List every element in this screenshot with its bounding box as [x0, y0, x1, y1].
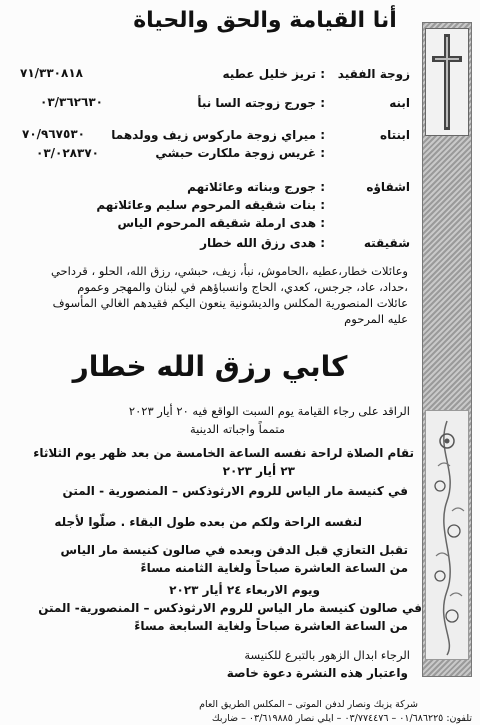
son-label: ابنه	[389, 96, 410, 110]
brother1-value: : جورج وبناته وعائلاتهم	[187, 180, 325, 194]
prayer-line3: في كنيسة مار الياس للروم الارثوذكس – المنصورية - المتن	[62, 484, 408, 498]
prayer-line1: تقام الصلاة لراحة نفسه الساعة الخامسة من بعد ظهر يوم الثلاثاء	[33, 446, 414, 460]
page-title: أنا القيامة والحق والحياة	[133, 8, 397, 33]
sister-value: : هدى رزق الله خطار	[200, 236, 325, 250]
condolences-line2: من الساعة العاشرة صباحاً ولغاية الثامنه مساءً	[140, 561, 408, 575]
condolences-line1: تقبل التعازي قبل الدفن وبعده في صالون كنيسة مار الياس	[60, 543, 408, 557]
condolences-line4: في صالون كنيسة مار الياس للروم الارثوذكس – المنصورية- المتن	[38, 601, 422, 615]
closing-line2: واعتبار هذه النشرة دعوة خاصة	[226, 666, 408, 680]
closing-line1: الرجاء ابدال الزهور بالتبرع للكنيسة	[244, 648, 410, 662]
brothers-label: اشقاؤه	[366, 180, 410, 194]
daughter2-value: : غريس زوجة ملكارت حبشي	[155, 146, 325, 160]
condolences-line5: من الساعة العاشرة صباحاً ولغاية السابعة مساءً	[134, 619, 408, 633]
footer-line1: شركة يزبك ونصار لدفن الموتى – المكلس الطريق العام	[199, 699, 418, 710]
daughters-label: ابنتاه	[379, 128, 410, 142]
daughter2-phone: ٠٣/٠٢٨٣٧٠	[36, 146, 99, 160]
condolences-line3: ويوم الاربعاء ٢٤ أيار ٢٠٢٣	[169, 583, 320, 597]
death-notice-line1: الراقد على رجاء القيامة يوم السبت الواقع فيه ٢٠ أيار ٢٠٢٣	[128, 404, 410, 418]
daughter1-phone: ٧٠/٩٦٧٥٣٠	[22, 127, 85, 141]
son-phone: ٠٣/٣٦٢٦٣٠	[40, 95, 103, 109]
death-notice-line2: متمماً واجباته الدينية	[190, 422, 285, 436]
blessing-text: لنفسه الراحة ولكم من بعده طول البقاء . صلّوا لأجله	[54, 515, 362, 529]
prayer-line2: ٢٣ أيار ٢٠٢٣	[222, 464, 295, 478]
wife-value: : تريز خليل عطيه	[222, 67, 325, 81]
sister-label: شقيقته	[363, 236, 410, 250]
cross-icon	[425, 28, 469, 136]
wife-phone: ٧١/٣٣٠٨١٨	[20, 66, 83, 80]
families-paragraph: وعائلات خطار،عطيه ،الحاموش، نبأ، زيف، حبشي، رزق الله، الحلو ، قرداحي ،حداد، عاد، جرجس، كعدي، الحاج وانسباؤهم في لبنان والمهجر وعموم عائلات المنصورية المكلس والديشونية ينعون اليكم فقيدهم الغالي المأسوف عليه المرحوم	[50, 264, 408, 326]
deceased-name: كابي رزق الله خطار	[72, 350, 348, 383]
brother3-value: : هدى ارملة شقيقه المرحوم الياس	[117, 216, 325, 230]
son-value: : جورج زوجته السا نبأ	[197, 96, 325, 110]
footer-line2: تلفون: ٠١/٦٨٦٢٢٥ – ٠٣/٧٧٤٤٧٦ – ايلي نصار ٠٣/٦١٩٨٨٥ – ضاربك	[211, 713, 472, 724]
brother2-value: : بنات شقيقه المرحوم سليم وعائلاتهم	[96, 198, 325, 212]
daughter1-value: : ميراي زوجة ماركوس زيف وولدهما	[111, 128, 325, 142]
wife-label: زوجة الفقيد	[337, 67, 410, 81]
floral-ornament-icon	[425, 410, 469, 660]
